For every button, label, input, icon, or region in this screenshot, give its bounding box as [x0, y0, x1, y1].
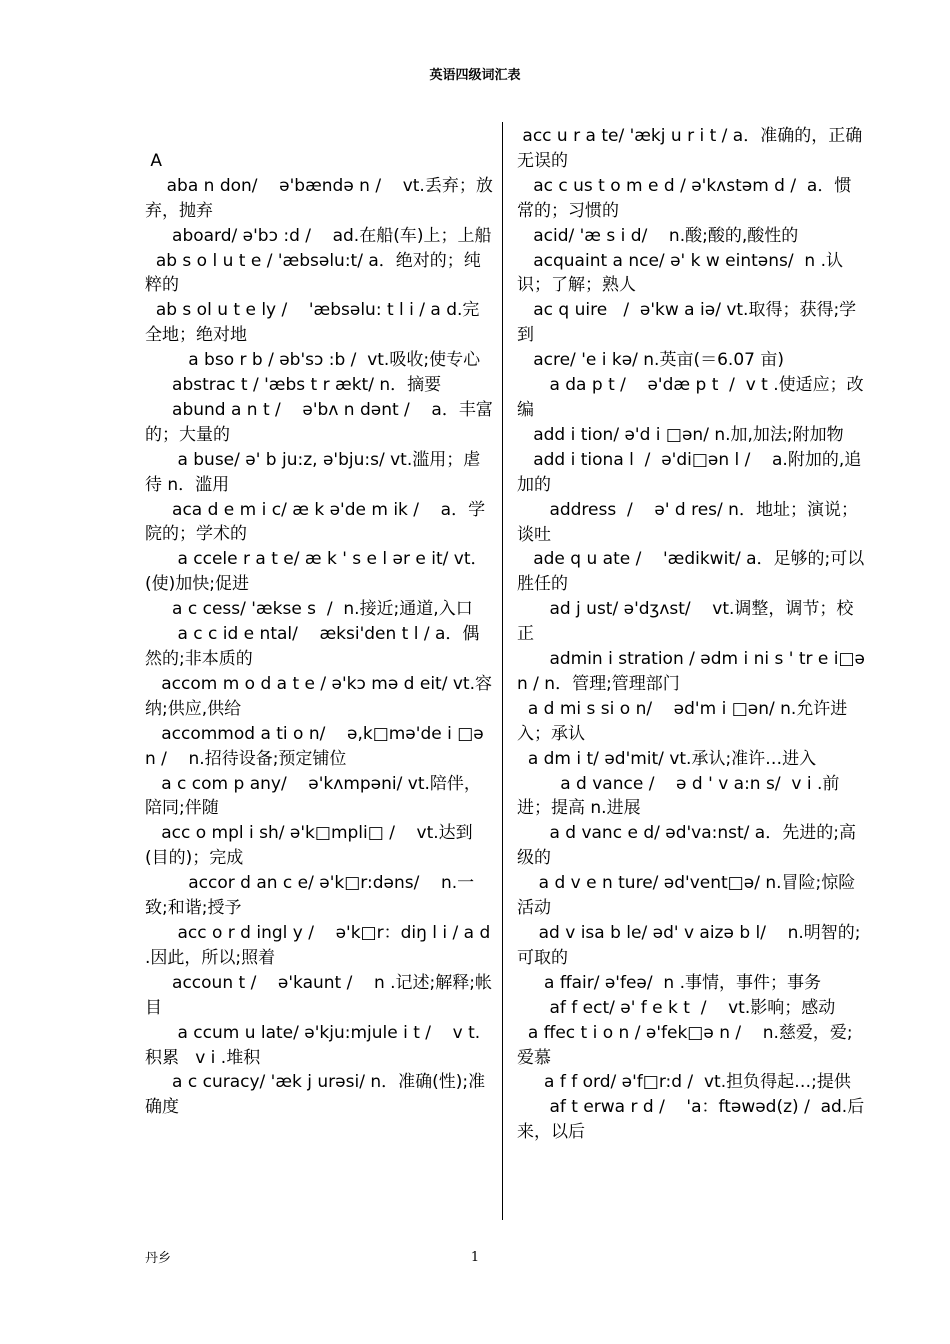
vocabulary-entry: ac c us t o m e d / ə'kʌstəm d / a．惯常的；习惯的: [517, 175, 852, 221]
vocabulary-entry: a ccum u late/ ə'kju:mjule i t / v t.积累 v i .堆积: [145, 1022, 481, 1068]
vocabulary-entry: acc o mpl i sh/ ə'k□mpli□ / vt.达到(目的)；完成: [145, 823, 473, 869]
vocabulary-entry: ab s ol u t e ly / 'æbsəlu: t l i / a d.完全地；绝对地: [145, 300, 480, 346]
right-column: [517, 124, 871, 1145]
vocabulary-entry: a c cess/ 'ækse s / n.接近;通道,入口: [145, 599, 473, 620]
footer-text: 丹乡: [145, 1251, 172, 1266]
vocabulary-entry: a dm i t/ əd'mit/ vt.承认;准许…进入: [517, 748, 817, 769]
vocabulary-entry: a d vanc e d/ əd'va:nst/ a．先进的;高级的: [517, 823, 856, 869]
vocabulary-entry: a ffec t i o n / ə'fek□ə n / n.慈爱，爱;爱慕: [517, 1022, 853, 1068]
vocabulary-entry: accor d an c e/ ə'k□r:dəns/ n.一致;和谐;授予: [145, 873, 475, 919]
vocabulary-entry: a buse/ ə' b ju:z, ə'bju:s/ vt.滥用；虐待 n．滥用: [145, 449, 481, 495]
vocabulary-entry: a c com p any/ ə'kʌmpəni/ vt.陪伴，陪同;伴随: [145, 773, 481, 819]
vocabulary-entry: accom m o d a t e / ə'kɔ mə d eit/ vt.容纳;供应,供给: [145, 673, 492, 719]
vocabulary-entry: add i tion/ ə'd i □ən/ n.加,加法;附加物: [517, 424, 844, 445]
vocabulary-entry: af f ect/ ə' f e k t / vt.影响；感动: [517, 997, 836, 1018]
vocabulary-entry: aca d e m i c/ æ k ə'de m ik / a．学院的；学术的: [145, 499, 486, 545]
page-title: 英语四级词汇表: [429, 68, 521, 83]
vocabulary-entry: a c curacy/ 'æk j urəsi/ n．准确(性);准确度: [145, 1072, 486, 1118]
vocabulary-entry: a c c id e ntal/ æksi'den t l / a．偶然的;非本质的: [145, 624, 480, 670]
vocabulary-entry: af t erwa r d / 'a：ftəwəd(z) / ad.后来，以后: [517, 1097, 865, 1143]
vocabulary-entry: admin i stration / ədm i ni s ' tr e i□ə n / n．管理;管理部门: [517, 649, 871, 694]
column-divider: [502, 122, 503, 1220]
vocabulary-entry: add i tiona l / ə'di□ən l / a.附加的,追加的: [517, 449, 862, 495]
vocabulary-entry: A: [145, 150, 163, 171]
vocabulary-entry: acc o r d ingl y / ə'k□r：diŋ l i / a d .因此，所以;照着: [145, 922, 496, 968]
vocabulary-entry: acc u r a te/ 'ækj u r i t / a．准确的，正确无误的: [517, 126, 863, 171]
vocabulary-entry: aboard/ ə'bɔ :d / ad.在船(车)上；上船: [145, 225, 492, 246]
vocabulary-entry: abund a n t / ə'bʌ n dənt / a．丰富的；大量的: [145, 399, 493, 445]
vocabulary-entry: accommod a ti o n/ ə,k□mə'de i □ən / n.招待设备;预定铺位: [145, 723, 484, 769]
vocabulary-entry: a bso r b / əb'sɔ :b / vt.吸收;使专心: [145, 350, 481, 371]
vocabulary-entry: ac q uire / ə'kw a iə/ vt.取得；获得;学到: [517, 300, 857, 346]
vocabulary-entry: ad j ust/ ə'dʒʌst/ vt.调整，调节；校正: [517, 599, 854, 645]
page-number: 1: [470, 1250, 480, 1265]
vocabulary-entry: a d v e n ture/ əd'vent□ə/ n.冒险;惊险活动: [517, 873, 856, 919]
vocabulary-entry: ad v isa b le/ əd' v aizə b l/ n.明智的;可取的: [517, 923, 861, 968]
left-column: [145, 124, 496, 1120]
vocabulary-entry: acquaint a nce/ ə' k w eintəns/ n .认识；了解；熟人: [517, 250, 843, 296]
vocabulary-entry: a da p t / ə'dæ p t / v t .使适应；改编: [517, 375, 864, 420]
vocabulary-entry: acid/ 'æ s i d/ n.酸;酸的,酸性的: [517, 225, 799, 246]
vocabulary-entry: accoun t / ə'kaunt / n .记述;解释;帐目: [145, 972, 493, 1018]
vocabulary-entry: aba n don/ ə'bændə n / vt.丢弃；放弃，抛弃: [145, 175, 493, 221]
vocabulary-entry: a f f ord/ ə'f□r:d / vt.担负得起…;提供: [517, 1072, 851, 1093]
vocabulary-entry: abstrac t / 'æbs t r ækt/ n．摘要: [145, 375, 442, 396]
vocabulary-entry: a d vance / ə d ' v a:n s/ v i .前进；提高 n.进展: [517, 773, 840, 819]
vocabulary-entry: a d mi s si o n/ əd'm i □ən/ n.允许进入；承认: [517, 698, 848, 744]
vocabulary-entry: address / ə' d res/ n．地址；演说；谈吐: [517, 499, 858, 545]
vocabulary-entry: a ccele r a t e/ æ k ' s e l ər e it/ vt．(使)加快;促进: [145, 549, 488, 595]
vocabulary-entry: ab s o l u t e / 'æbsəlu:t/ a．绝对的；纯粹的: [145, 250, 481, 296]
vocabulary-entry: acre/ 'e i kə/ n.英亩(＝6.07 亩): [517, 350, 784, 371]
vocabulary-entry: a ffair/ ə'feə/ n .事情，事件；事务: [517, 972, 821, 993]
vocabulary-entry: ade q u ate / 'ædikwit/ a．足够的;可以胜任的: [517, 549, 865, 595]
